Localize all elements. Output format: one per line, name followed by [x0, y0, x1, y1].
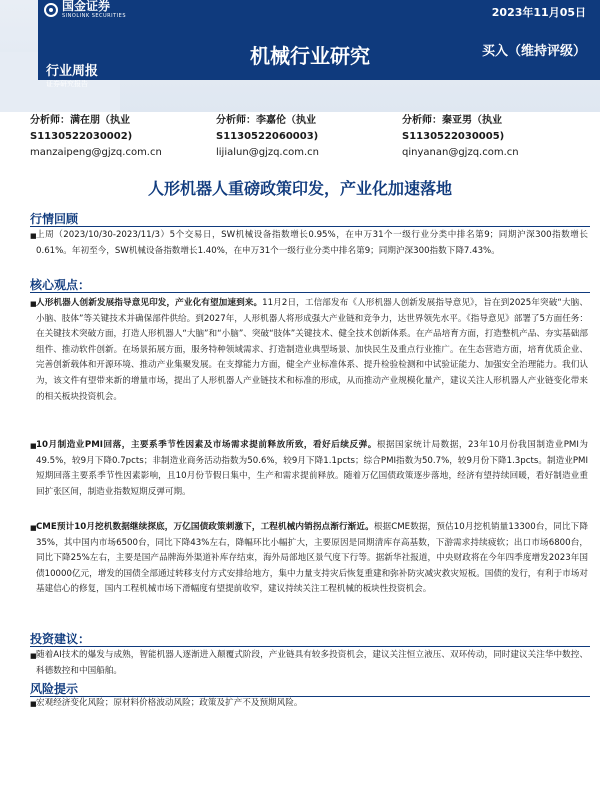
view-heading-1: 人形机器人创新发展指导意见印发，产业化有望加速到来。: [36, 298, 263, 308]
analyst-license: S1130522030005): [402, 131, 505, 142]
report-type: 行业周报: [46, 64, 99, 79]
view-heading-3: CME预计10月挖机数据继续探底，万亿国债政策刺激下，工程机械内销拐点渐行渐近。: [36, 522, 374, 532]
section-divider: [30, 646, 590, 647]
analyst-name: 分析师：秦亚男（执业: [402, 115, 502, 126]
analyst-email[interactable]: lijialun@gjzq.com.cn: [216, 147, 319, 158]
brand-name-en: SINOLINK SECURITIES: [62, 13, 126, 19]
section-title-risk: 风险提示: [30, 682, 79, 696]
analyst-email[interactable]: manzaipeng@gjzq.com.cn: [30, 147, 162, 158]
section-title-invest: 投资建议：: [30, 632, 91, 646]
report-subtype: 证券研究报告: [46, 80, 88, 88]
analyst-license: S1130522030002): [30, 131, 133, 142]
analyst-name: 分析师：李嘉伦（执业: [216, 115, 316, 126]
bullet-icon: ■: [30, 232, 37, 240]
report-headline: 人形机器人重磅政策印发，产业化加速落地: [147, 179, 452, 198]
invest-paragraph: 随着AI技术的爆发与成熟，智能机器人逐渐进入颠覆式阶段，产业链具有较多投资机会，建议关注恒立液压、双环传动，同时建议关注华中数控、科德数控和中国船舶。: [36, 650, 588, 676]
view-paragraph-2: [36, 438, 588, 500]
bullet-icon: ■: [30, 652, 37, 660]
view-paragraph-1: [36, 296, 588, 405]
bullet-icon: ■: [30, 442, 37, 450]
brand-name-cn: 国金证券: [62, 0, 111, 13]
analyst-card: [216, 113, 402, 161]
report-date: 2023年11月05日: [491, 6, 586, 19]
analyst-license: S1130522060003): [216, 131, 319, 142]
brand-logo: [44, 0, 126, 19]
bullet-icon: ■: [30, 700, 37, 708]
bullet-icon: ■: [30, 300, 37, 308]
section-divider: [30, 226, 590, 227]
header-banner: [0, 0, 600, 112]
section-divider: [30, 292, 590, 293]
view-body-1: 11月2日，工信部发布《人形机器人创新发展指导意见》，旨在到2025年突破“大脑、小脑、肢体”等关键技术并确保部件供给。到2027年，人形机器人将形成强大产业链和竞争力，达世界领先水平。《指导意见》部署了5方面任务：在关键技术突破方面，打造人形机器人“大脑”和“小脑”、突破“肢体”关键技术、健全技术创新体系。在产品培育方面，打造整机产品、夯实基础部组件、推动软件创新。在场景拓展方面，服务特种领域需求、打造制造业典型场景、加快民生及重点行业推广。在生态营造方面，培育优质企业、完善创新载体和开源环境、推动产业集聚发展。在支撑能力方面，健全产业标准体系、提升检验检测和中试验证能力、加强安全治理能力。我们认为，该文件有望带来新的增量市场，提出了人形机器人产业链技术和标准的形成，从而推动产业规模化量产，建议关注人形机器人产业链变化带来的相关板块投资机会。: [36, 298, 588, 402]
view-body-2: 根据国家统计局数据，23年10月份我国制造业PMI为49.5%，较9月下降0.7pcts；非制造业商务活动指数为50.6%，较9月下降1.1pcts；综合PMI指数为50.7%，较9月份下降1.3pcts。制造业PMI短期回落主要系季节性因素影响，且10月份节假日集中，生产和需求提前释放。随着万亿国债政策逐步落地，经济有望持续回暖，看好制造业重回扩张区间，制造业指数短期反弹可期。: [36, 440, 588, 497]
section-title-review: 行情回顾: [30, 212, 79, 226]
review-paragraph: 上周（2023/10/30-2023/11/3）5个交易日，SW机械设备指数增长0.95%，在申万31个一级行业分类中排名第9；同期沪深300指数增长0.61%。年初至今，SW机械设备指数增长1.40%，在申万31个一级行业分类中排名第9；同期沪深300指数下降7.43%。: [36, 230, 588, 256]
brand-logo-icon: [44, 3, 58, 17]
analyst-card: [402, 113, 588, 161]
analyst-card: [30, 113, 216, 161]
rating-label: 买入（维持评级）: [481, 44, 586, 59]
view-paragraph-3: [36, 520, 588, 598]
report-title: 机械行业研究: [250, 44, 370, 68]
view-heading-2: 10月制造业PMI回落，主要系季节性因素及市场需求提前释放所致，看好后续反弹。: [36, 440, 377, 450]
analyst-email[interactable]: qinyanan@gjzq.com.cn: [402, 147, 519, 158]
risk-paragraph: 宏观经济变化风险；原材料价格波动风险；政策及扩产不及预期风险。: [36, 698, 303, 708]
analyst-name: 分析师：满在朋（执业: [30, 115, 130, 126]
analyst-list: [30, 113, 590, 161]
section-title-views: 核心观点：: [30, 278, 91, 292]
bullet-icon: ■: [30, 524, 37, 532]
view-body-3: 根据CME数据，预估10月挖机销量13300台，同比下降35%，其中国内市场6500台，同比下降43%左右，降幅环比小幅扩大，主要原因是同期清库存高基数，下游需求持续疲软；出口市场6800台，同比下降25%左右，主要是国产品牌海外渠道补库存结束，海外局部地区景气度下行等。据新华社报道，中央财政将在今年四季度增发2023年国债10000亿元，增发的国债全部通过转移支付方式安排给地方，集中力量支持灾后恢复重建和弥补防灾减灾救灾短板。国债的发行，有利于市场对基建信心的修复，国内工程机械市场下滑幅度有望提前收窄，建议持续关注工程机械的板块性投资机会。: [36, 522, 588, 595]
